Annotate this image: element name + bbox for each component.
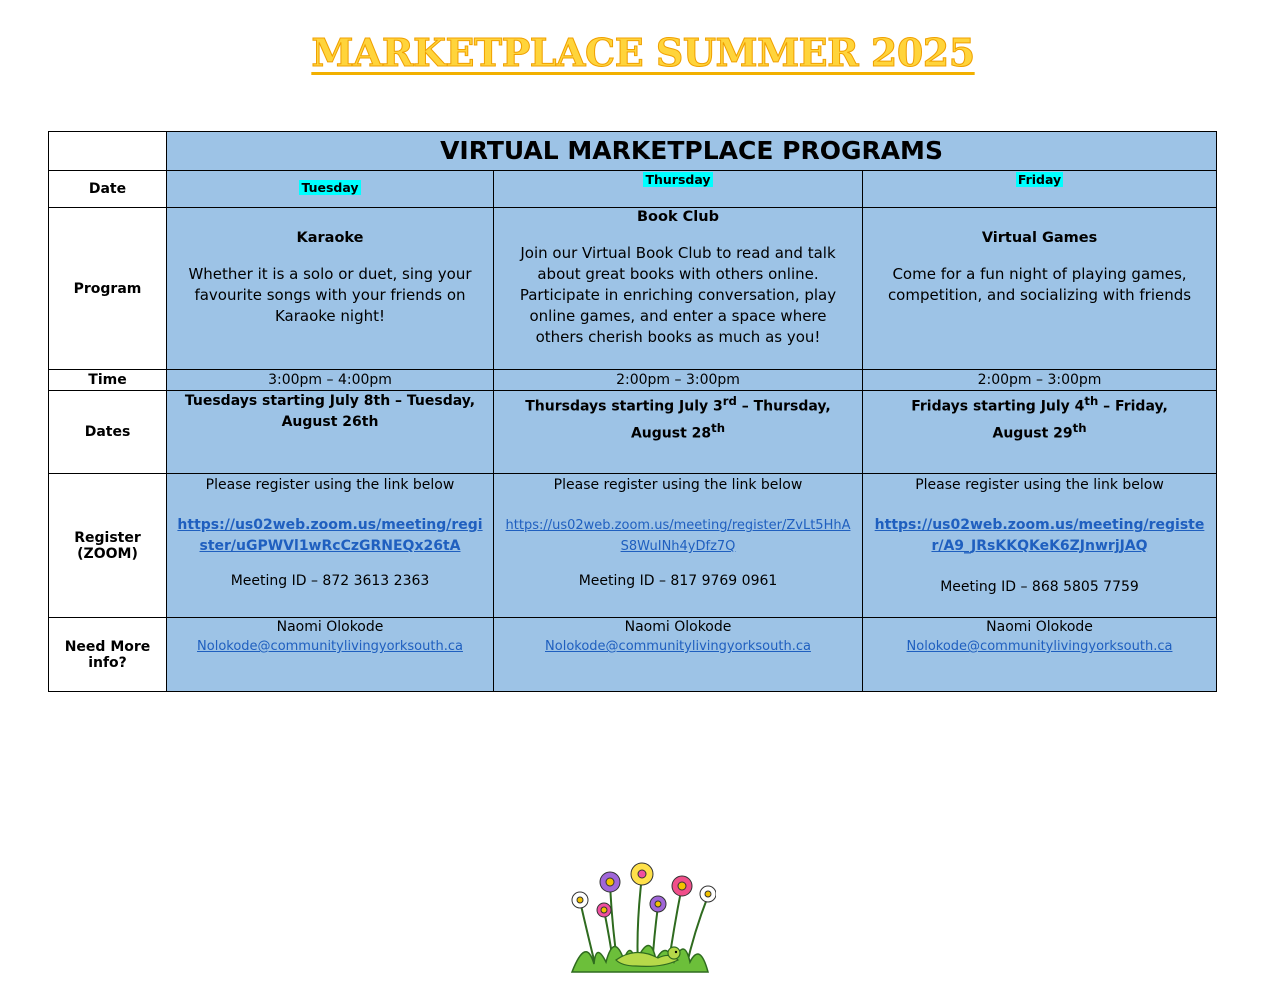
- contact-email-link[interactable]: Nolokode@communitylivingyorksouth.ca: [906, 639, 1173, 654]
- register-cell-tuesday: [167, 474, 494, 618]
- meeting-id: Meeting ID – 868 5805 7759: [940, 579, 1139, 595]
- program-cell-book-club: [494, 208, 863, 370]
- row-label-info: Need More info?: [49, 618, 167, 692]
- register-instruction: Please register using the link below: [553, 477, 803, 493]
- row-label-time: Time: [49, 370, 167, 391]
- program-title: Virtual Games: [981, 230, 1098, 246]
- time-value: 2:00pm – 3:00pm: [863, 370, 1217, 391]
- row-label-register: Register (ZOOM): [49, 474, 167, 618]
- row-label-dates: Dates: [49, 391, 167, 474]
- date-cell-tuesday: [167, 171, 494, 208]
- contact-email-link[interactable]: Nolokode@communitylivingyorksouth.ca: [545, 639, 811, 654]
- dates-cell-tuesday: [167, 391, 494, 474]
- contact-cell: [863, 618, 1217, 692]
- zoom-register-link[interactable]: https://us02web.zoom.us/meeting/register/ZvLt5HhAS8WuINh4yDfz7Q: [505, 518, 851, 554]
- page-title: MARKETPLACE SUMMER 2025: [311, 30, 975, 75]
- flowers-clipart: [566, 856, 716, 978]
- program-title: Karaoke: [296, 230, 364, 246]
- program-title: Book Club: [637, 209, 719, 225]
- zoom-register-link[interactable]: https://us02web.zoom.us/meeting/register/uGPWVl1wRcCzGRNEQx26tA: [177, 517, 483, 554]
- date-cell-thursday: [494, 171, 863, 208]
- contact-email-link[interactable]: Nolokode@communitylivingyorksouth.ca: [197, 639, 463, 654]
- meeting-id: Meeting ID – 872 3613 2363: [230, 573, 430, 589]
- contact-cell: [167, 618, 494, 692]
- corner-cell: [49, 132, 167, 171]
- dates-cell-friday: [863, 391, 1217, 474]
- dates-cell-thursday: [494, 391, 863, 474]
- program-cell-karaoke: [167, 208, 494, 370]
- day-badge: Thursday: [645, 172, 711, 187]
- program-description: Join our Virtual Book Club to read and talk about great books with others online. Participate in enriching conversation, play online games, and enter a space where others cherish books as much as you!: [519, 244, 837, 346]
- program-description: Come for a fun night of playing games, competition, and socializing with friends: [887, 265, 1192, 304]
- meeting-id: Meeting ID – 817 9769 0961: [578, 573, 778, 589]
- time-value: 3:00pm – 4:00pm: [167, 370, 494, 391]
- program-cell-virtual-games: [863, 208, 1217, 370]
- table-heading-cell: [167, 132, 1217, 171]
- register-instruction: Please register using the link below: [915, 477, 1164, 493]
- table-heading: VIRTUAL MARKETPLACE PROGRAMS: [440, 136, 943, 165]
- register-instruction: Please register using the link below: [205, 477, 455, 493]
- contact-cell: [494, 618, 863, 692]
- row-label-program: Program: [49, 208, 167, 370]
- zoom-register-link[interactable]: https://us02web.zoom.us/meeting/register/A9_JRsKKQKeK6ZJnwrjJAQ: [874, 517, 1205, 554]
- dates-range-end: August 26th: [281, 414, 379, 430]
- row-label-date: Date: [49, 171, 167, 208]
- dates-range-end: August 29th: [992, 420, 1087, 442]
- date-cell-friday: [863, 171, 1217, 208]
- dates-range-start: Fridays starting July 4th – Friday,: [911, 394, 1168, 415]
- contact-name: Naomi Olokode: [276, 619, 384, 635]
- day-badge: Friday: [1017, 172, 1062, 187]
- day-badge: Tuesday: [301, 180, 359, 195]
- dates-range-start: Tuesdays starting July 8th – Tuesday,: [184, 393, 476, 409]
- register-cell-friday: [863, 474, 1217, 618]
- dates-range-end: August 28th: [630, 420, 726, 442]
- program-description: Whether it is a solo or duet, sing your favourite songs with your friends on Karaoke night!: [188, 265, 472, 325]
- programs-table: [48, 131, 1217, 692]
- time-value: 2:00pm – 3:00pm: [494, 370, 863, 391]
- register-cell-thursday: [494, 474, 863, 618]
- contact-name: Naomi Olokode: [624, 619, 732, 635]
- contact-name: Naomi Olokode: [986, 619, 1093, 635]
- dates-range-start: Thursdays starting July 3rd – Thursday,: [525, 394, 831, 415]
